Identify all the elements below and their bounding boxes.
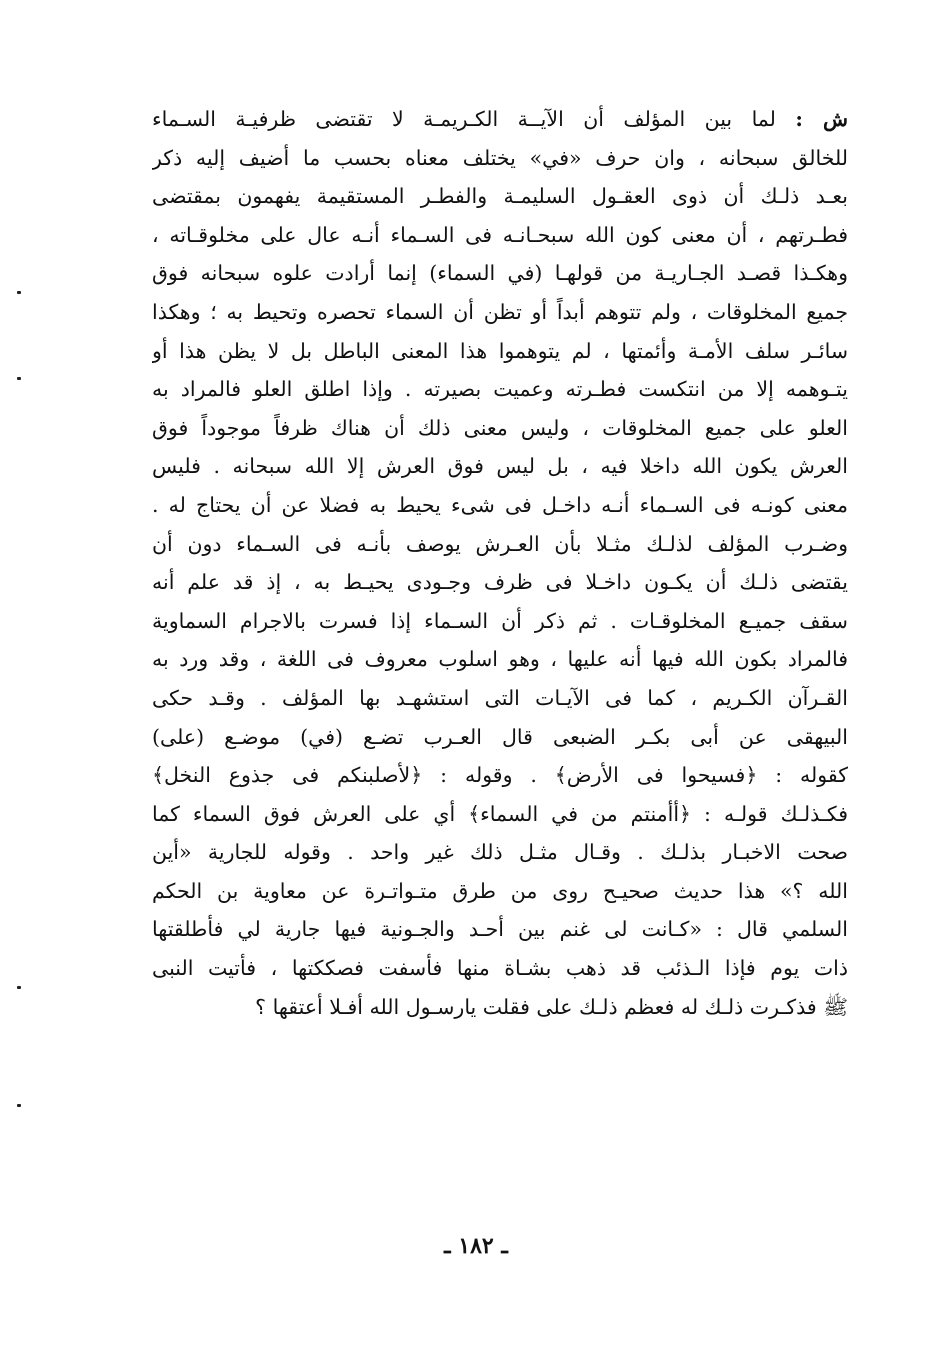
text-line: فالمراد بكون الله فيها أنه عليها ، وهو اسلوب معروف فى اللغة ، وقد ورد به — [152, 647, 848, 672]
text-line: ذات يوم فإذا الـذئب قد ذهب بشـاة منها فأسفت فصككتها ، فأتيت النبى — [152, 956, 848, 981]
text-line: يتـوهمه إلا من انتكست فطـرته وعميت بصيرته . وإذا اطلق العلو فالمراد به — [152, 377, 848, 402]
text-line: جميع المخلوقات ، ولم تتوهم أبداً أو تظن أن السماء تحصره وتحيط به ؛ وهكذا — [152, 299, 848, 324]
text-line: فكـذلـك قولـه : ﴿أأمنتم من في السماء﴾ أي على العرش فوق السماء كما — [152, 801, 848, 826]
margin-mark — [17, 377, 21, 380]
text-line: الله ؟» هذا حديث صحيـح روى من طرق متـواتـرة عن معاوية بن الحكم — [152, 878, 848, 903]
page-number: ـ ١٨٢ ـ — [444, 1233, 508, 1259]
text-line: وضـرب المؤلف لذلـك مثـلا بأن العـرش يوصف بأنـه فى السـماء دون أن — [152, 531, 848, 556]
text-line: بعـد ذلـك أن ذوى العقـول السليمـة والفطـر المستقيمة يفهمون بمقتضى — [152, 184, 848, 209]
text-line: سائـر سلف الأمـة وأئمتها ، لم يتوهموا هذا المعنى الباطل بل لا يظن هذا أو — [152, 338, 848, 363]
margin-mark — [17, 1104, 21, 1107]
margin-mark — [17, 291, 21, 294]
text-line: كقوله : ﴿فسيحوا فى الأرض﴾ . وقوله : ﴿لأصلبنكم فى جذوع النخل﴾ — [152, 763, 848, 788]
text-line: للخالق سبحانه ، وان حرف «في» يختلف معناه بحسب ما أضيف إليه ذكر — [152, 145, 848, 170]
text-line: القـرآن الكـريم ، كما فى الآيـات التى استشهـد بها المؤلف . وقـد حكى — [152, 685, 848, 710]
commentary-text — [152, 100, 848, 1026]
text-line: العرش يكون الله داخلا فيه ، بل ليس فوق العرش إلا الله سبحانه . فليس — [152, 454, 848, 479]
text-line: يقتضى ذلـك أن يكـون داخـلا فى ظرف وجـودى يحيـط به ، إذ قد علم أنه — [152, 570, 848, 595]
text-line: سقف جميـع المخلوقـات . ثم ذكر أن السـماء إذا فسرت بالاجرام السماوية — [152, 608, 848, 633]
margin-mark — [17, 986, 21, 989]
text-line: العلو على جميع المخلوقات ، وليس معنى ذلك أن هناك ظرفاً موجوداً فوق — [152, 415, 848, 440]
text-line: السلمي قال : «كـانت لى غنم بين أحـد والجـونية فيها جارية لي فأطلقتها — [152, 917, 848, 942]
lead-marker: ش : — [795, 107, 848, 131]
text-line: معنى كونـه فى السـماء أنـه داخـل فى شىء يحيط به فضلا عن أن يحتاج له . — [152, 492, 848, 517]
text-line: فطـرتهم ، أن معنى كون الله سبحـانـه فى السـماء أنـه عال على مخلوقـاته ، — [152, 222, 848, 247]
text-line: وهكـذا قصـد الجـاريـة من قولهـا (في السماء) إنما أرادت علوه سبحانه فوق — [152, 261, 848, 286]
text-line: ﷺ فذكـرت ذلـك له فعظم ذلـك على فقلت يارسـول الله أفـلا أعتقها ؟ — [255, 994, 848, 1019]
text-line: صحت الاخبـار بذلـك . وقـال مثـل ذلك غير واحد . وقوله للجارية «أين — [152, 840, 848, 865]
text-line: البيهقى عن أبى بكـر الضبعى قال العـرب تضـع (في) موضـع (على) — [152, 724, 848, 749]
text-line: ش : لما بين المؤلف أن الآيــة الكـريمـة لا تقتضى ظرفيـة السـماء — [152, 107, 848, 131]
